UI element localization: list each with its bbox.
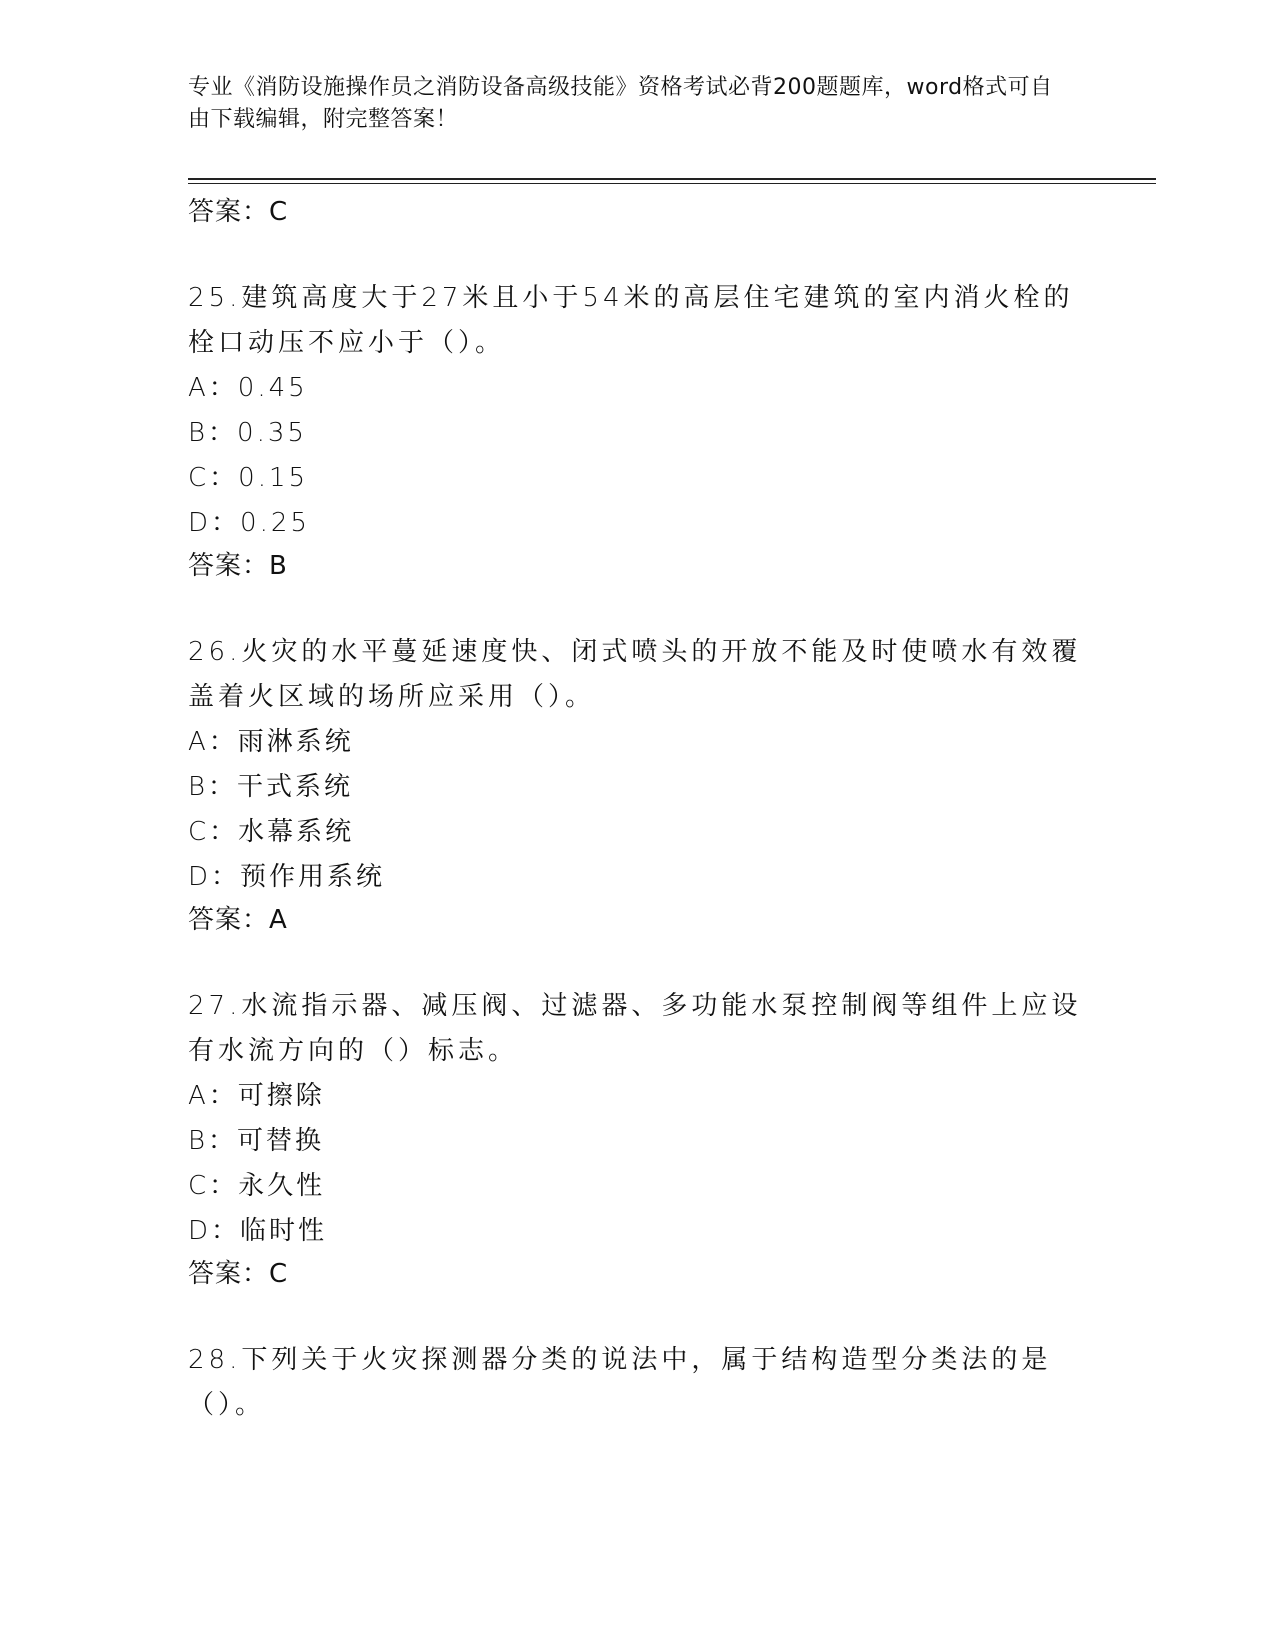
option-a: A：可擦除 xyxy=(188,1081,325,1111)
option-a: A：0.45 xyxy=(188,373,308,403)
option-b: B：0.35 xyxy=(188,418,307,448)
question-stem: 25.建筑高度大于27米且小于54米的高层住宅建筑的室内消火栓的栓口动压不应小于（）。 xyxy=(188,283,1074,358)
option-c: C：水幕系统 xyxy=(188,817,355,847)
document-header: 专业《消防设施操作员之消防设备高级技能》资格考试必背200题题库，word格式可自由下载编辑，附完整答案！ xyxy=(188,75,1053,132)
option-d: D：预作用系统 xyxy=(188,862,386,892)
option-c: C：0.15 xyxy=(188,463,309,493)
question-stem: 28.下列关于火灾探测器分类的说法中，属于结构造型分类法的是（）。 xyxy=(188,1345,1052,1420)
option-c: C：永久性 xyxy=(188,1171,326,1201)
question-block xyxy=(188,1338,1088,1428)
question-block xyxy=(188,276,1088,586)
answer-line: 答案：C xyxy=(188,197,289,227)
question-stem: 27.水流指示器、减压阀、过滤器、多功能水泵控制阀等组件上应设有水流方向的（）标志。 xyxy=(188,991,1082,1066)
answer-line: 答案：B xyxy=(188,551,288,581)
question-block xyxy=(188,984,1088,1294)
option-d: D：0.25 xyxy=(188,508,310,538)
option-d: D：临时性 xyxy=(188,1216,328,1246)
question-list xyxy=(188,190,1088,1428)
option-b: B：干式系统 xyxy=(188,772,354,802)
header-divider-thin xyxy=(188,183,1156,184)
question-stem: 26.火灾的水平蔓延速度快、闭式喷头的开放不能及时使喷水有效覆盖着火区域的场所应采用（）。 xyxy=(188,637,1082,712)
answer-line: 答案：C xyxy=(188,1259,289,1289)
header-divider-thick xyxy=(188,178,1156,180)
answer-line: 答案：A xyxy=(188,905,288,935)
question-block xyxy=(188,630,1088,940)
option-b: B：可替换 xyxy=(188,1126,325,1156)
option-a: A：雨淋系统 xyxy=(188,727,354,757)
